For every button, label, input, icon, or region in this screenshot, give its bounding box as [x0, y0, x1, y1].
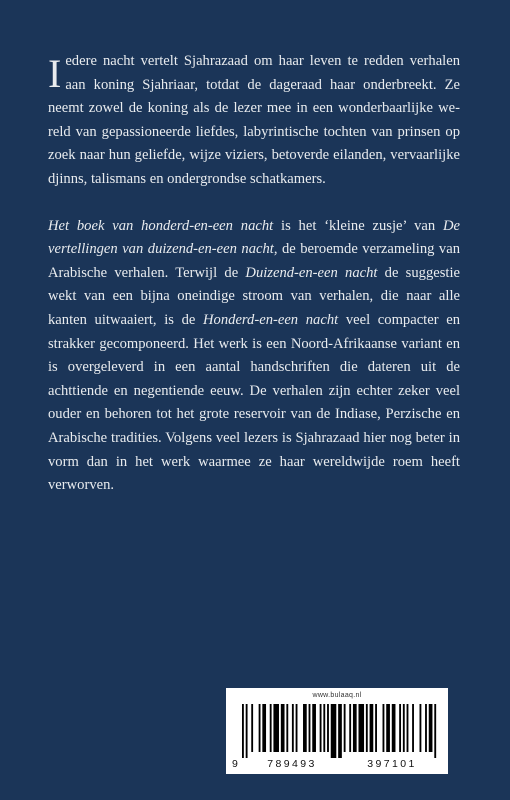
barcode-bar — [366, 704, 368, 752]
barcode-bar — [270, 704, 272, 752]
barcode-bar — [429, 704, 433, 752]
barcode-bar — [273, 704, 279, 752]
barcode-bar — [251, 704, 253, 752]
barcode-bar — [246, 704, 248, 758]
drop-cap: I — [48, 51, 62, 96]
barcode-bar — [420, 704, 422, 752]
text-span: veel compacter en strakker gecomponeerd. Het werk is een Noord-Afrikaanse variant en is overgeleverd in een aantal handschriften die dateren uit de achttiende en negentiende eeuw. De verhalen zijn echter zeker veel ouder en behoren tot het grote reservoir van de Indiase, Perzische en Arabische tradities. Volgens veel lezers is Sjahrazaad hier nog beter in vorm dan in het werk waarmee ze haar wereldwijde roem heeft verworven. — [48, 311, 460, 494]
barcode-bar — [320, 704, 322, 752]
barcode-bar — [375, 704, 377, 752]
barcode-bar — [358, 704, 364, 752]
barcode-bar — [407, 704, 409, 752]
barcode-bar — [331, 704, 337, 758]
barcode-bar — [392, 704, 396, 752]
barcode-bar — [327, 704, 329, 752]
barcode-bar — [412, 704, 414, 752]
text-span: is het ‘kleine zusje’ van — [273, 217, 443, 234]
barcode-bar — [338, 704, 342, 758]
barcode-bar — [399, 704, 401, 752]
book-title-short: Honderd-en-een nacht — [203, 311, 339, 328]
text-span: , de beroemde verzameling van Arabische verhalen. Terwijl de — [48, 241, 460, 281]
paragraph-intro-text: edere nacht vertelt Sjahrazaad om haar leven te redden verhalen aan koning Sjahriaar, totdat de dageraad haar onderbreekt. Ze neemt zowel de koning als de lezer mee in een wonderbaarlijke wereld van gepassioneerde liefdes, labyrintische tochten van prinsen op zoek naar hun geliefde, wijze viziers, betoverde eilanden, vervaarlijke djinns, talismans en ondergrondse schatkamers. — [48, 53, 460, 187]
isbn-digits — [232, 758, 442, 770]
isbn-barcode — [226, 688, 448, 774]
barcode-bar — [312, 704, 316, 752]
barcode-bar — [434, 704, 436, 758]
paragraph-description — [48, 215, 460, 498]
isbn-first-digit: 9 — [232, 758, 238, 770]
barcode-bar — [259, 704, 261, 752]
barcode-bar — [370, 704, 374, 752]
barcode-bar — [386, 704, 390, 752]
book-title: Het boek van honderd-en-een nacht — [48, 217, 274, 234]
barcode-bar — [242, 704, 244, 758]
barcode-bar — [353, 704, 357, 752]
barcode-bar — [292, 704, 294, 752]
barcode-bar — [303, 704, 307, 752]
barcode-bar — [309, 704, 311, 752]
isbn-left-group: 789493 — [267, 758, 317, 770]
barcode-bars — [242, 704, 438, 758]
barcode-bar — [281, 704, 285, 752]
related-title-short: Duizend-en-een nacht — [245, 264, 378, 281]
blurb — [48, 50, 460, 498]
barcode-bar — [349, 704, 351, 752]
text-span: de suggestie wekt van een bijna oneindige stroom van verhalen, die naar alle kanten uitwaaiert, is de — [48, 264, 460, 328]
barcode-bar — [323, 704, 325, 752]
barcode-bar — [296, 704, 298, 752]
isbn-right-group: 397101 — [367, 758, 417, 770]
related-title: De vertellingen van duizend-en-een nacht — [48, 217, 460, 258]
publisher-url: www.bulaaq.nl — [312, 692, 362, 699]
barcode-bar — [286, 704, 288, 752]
paragraph-intro — [48, 50, 460, 192]
barcode-bar — [262, 704, 266, 752]
barcode-bar — [403, 704, 405, 752]
barcode-bar — [344, 704, 346, 752]
barcode-bar — [425, 704, 427, 752]
barcode-bar — [383, 704, 385, 752]
